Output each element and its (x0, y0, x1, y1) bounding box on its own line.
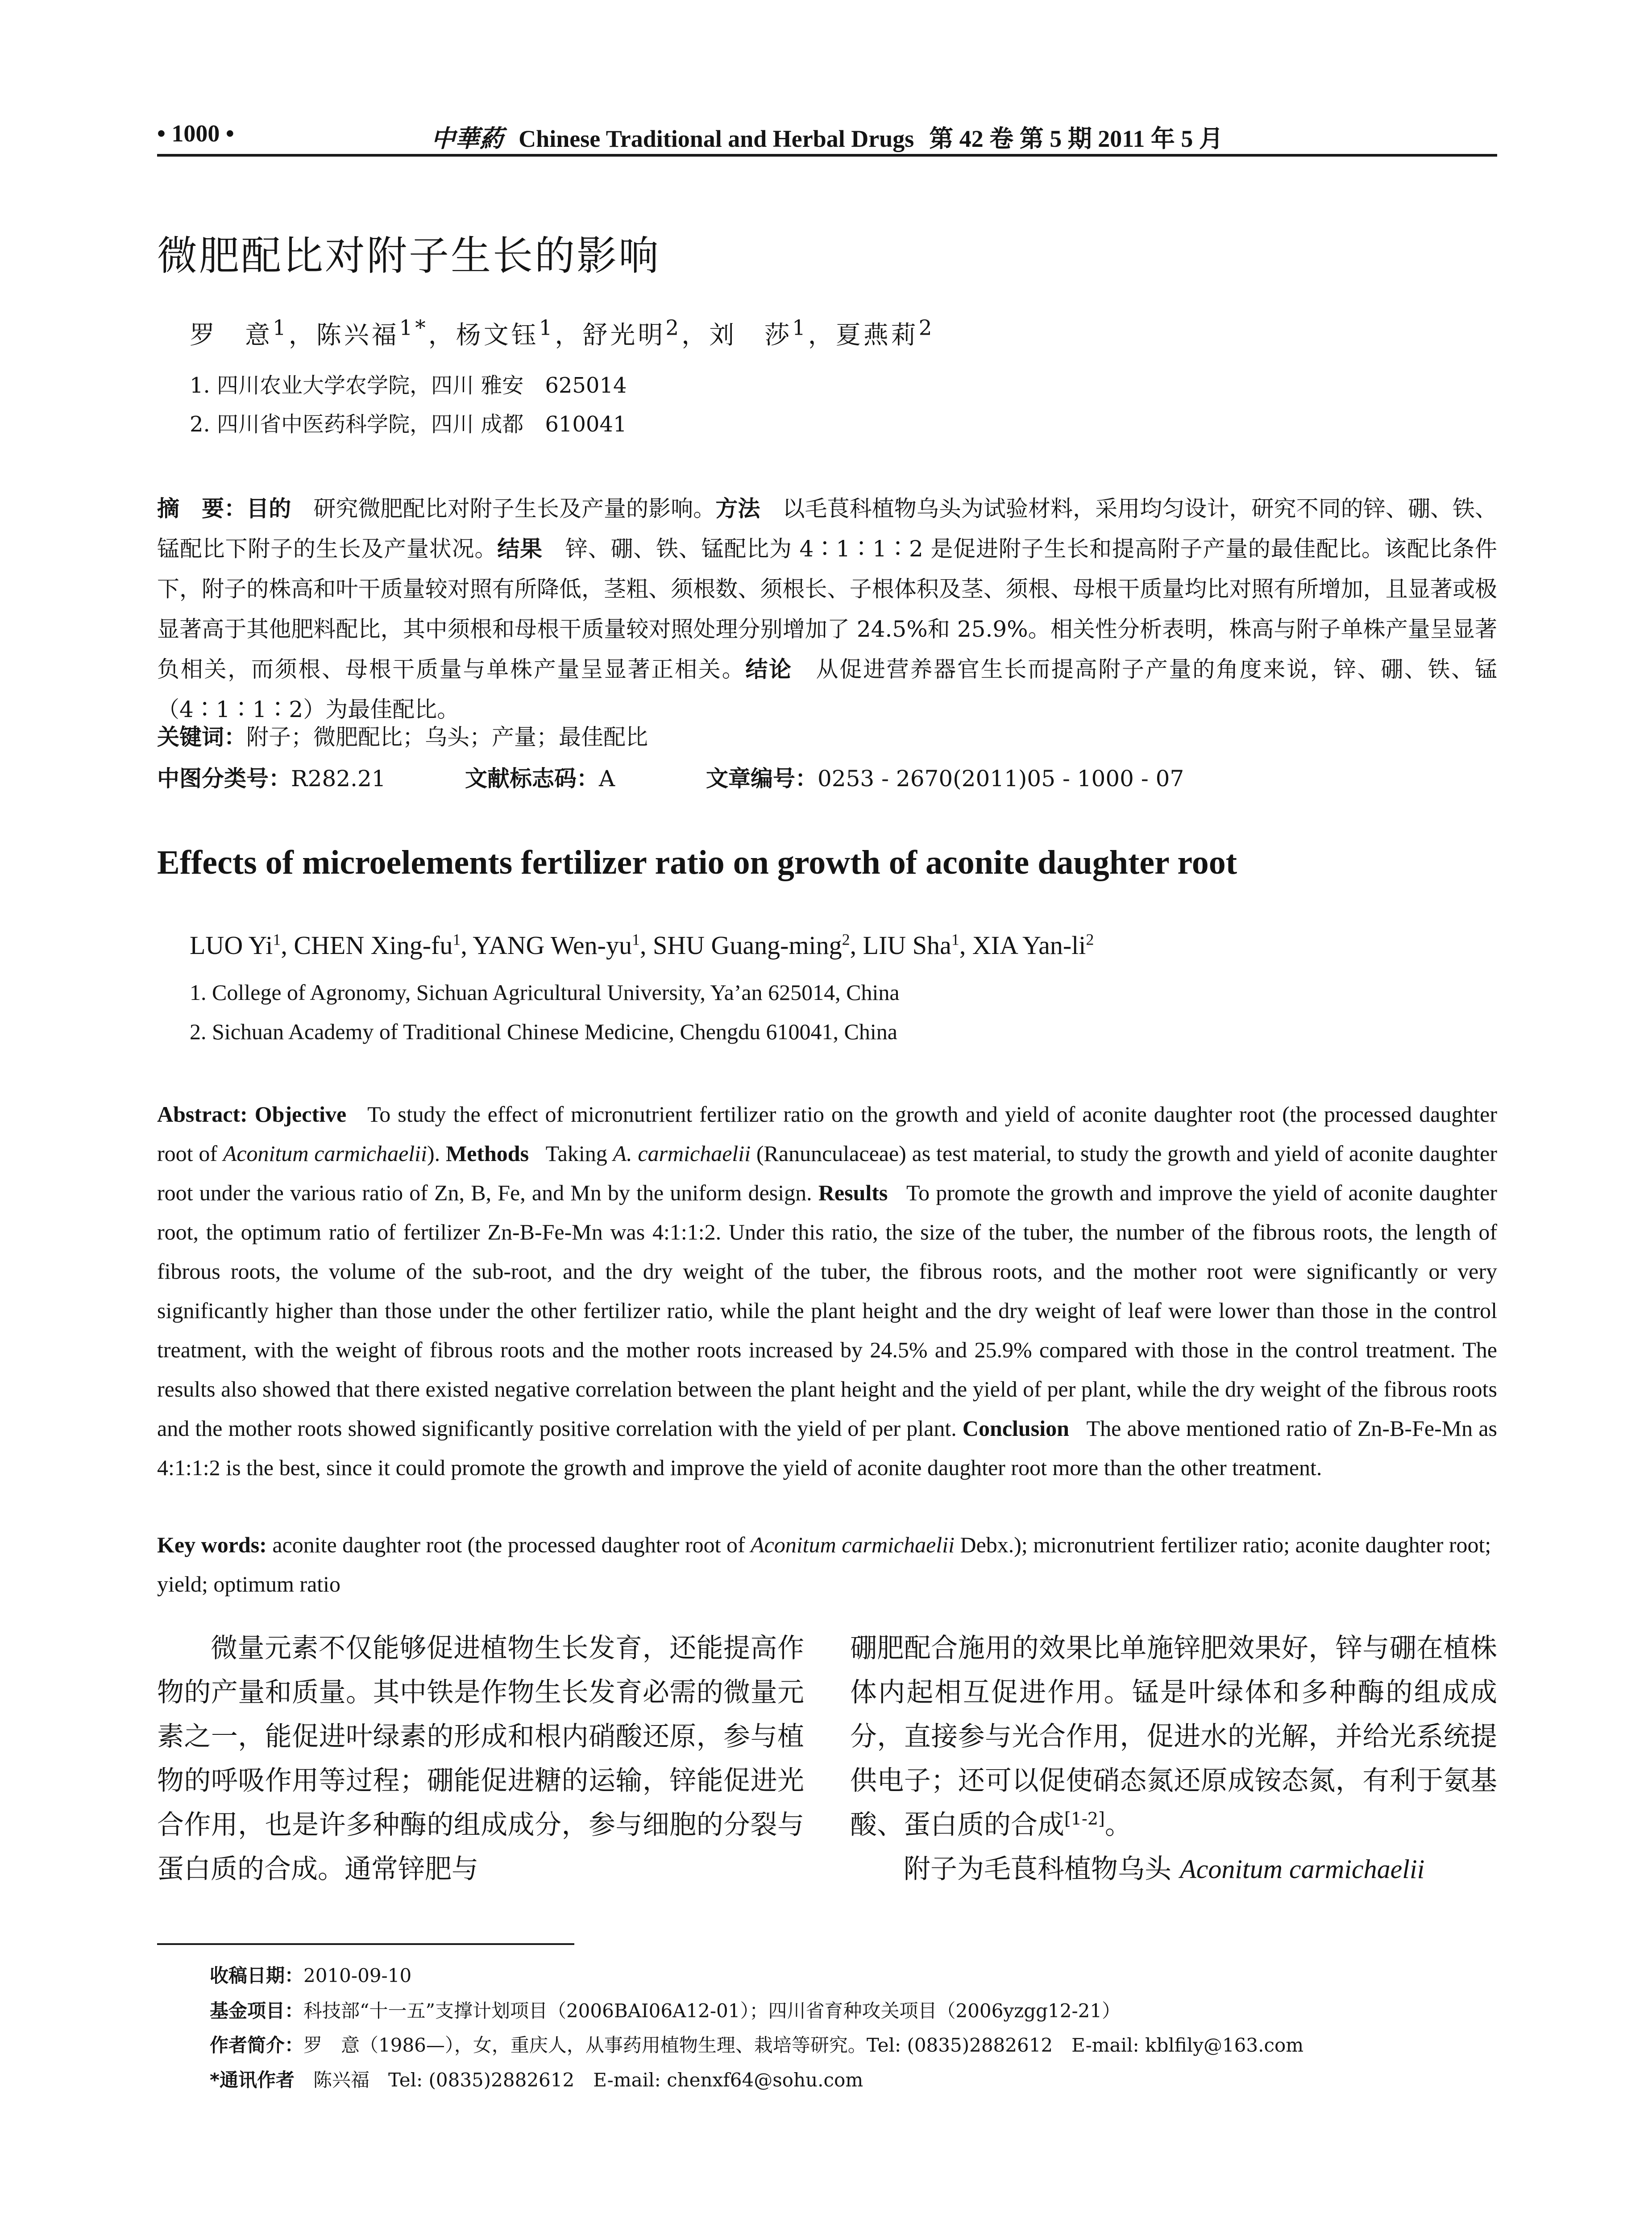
body-right-para-2: 附子为毛茛科植物乌头 (904, 1854, 1180, 1885)
conclusion-en-text: The above mentioned ratio of Zn-B-Fe-Mn as 4:1:1:2 is the best, since it could promote the growth and improve the yield of aconite daughter root more than the other treatment. (157, 1416, 1498, 1480)
body-right-para-1: 硼肥配合施用的效果比单施锌肥效果好，锌与硼在植株体内起相互促进作用。锰是叶绿体和多种酶的组成成分，直接参与光合作用，促进水的光解，并给光系统提供电子；还可以促使硝态氮还原成铵态氮，有利于氨基酸、蛋白质的合成 (850, 1633, 1497, 1841)
para-end: 。 (1104, 1809, 1132, 1841)
page-number: • 1000 • (157, 120, 234, 147)
footnote-text: 2010-09-10 (303, 1965, 412, 1986)
results-en-text: To promote the growth and improve the yield of aconite daughter root, the optimum ratio of fertilizer Zn-B-Fe-Mn was 4:1:1:2. Under this ratio, the size of the tuber, the number of the fibrous roots, the length of fibrous roots, the volume of the sub-root, and the dry weight of the tuber, the fibrous roots, and the mother root were significantly or very significantly higher than those under the other fertilizer ratio, while the plant height and the dry weight of leaf were lower than those in the control treatment, with the weight of fibrous roots and the mother roots increased by 24.5% and 25.9% compared with those in the control treatment. The results also showed that there existed negative correlation between the plant height and the yield of per plant, while the dry weight of the fibrous roots and the mother roots showed significantly positive correlation with the yield of per plant. (157, 1180, 1497, 1441)
methods-text: 以毛茛科植物乌头为试验材料，采用均匀设计，研究不同的锌、硼、铁、锰配比下附子的生长及产量状况。 (157, 496, 1498, 562)
conclusion-text: 从促进营养器官生长而提高附子产量的角度来说，锌、硼、铁、锰（4∶1∶1∶2）为最佳配比。 (157, 656, 1498, 722)
footnote-label: *通讯作者 (210, 2069, 295, 2091)
conclusion-en-label: Conclusion (962, 1416, 1069, 1441)
author-affil: 2 (1086, 930, 1094, 949)
abstract-label: 摘 要： (157, 496, 247, 522)
species-name: Aconitum carmichaelii (1180, 1854, 1425, 1884)
author: 刘 莎 (709, 321, 793, 350)
keywords-label: 关键词： (157, 724, 246, 750)
running-header (157, 120, 1497, 155)
abstract-en (157, 1095, 1497, 1487)
author-affil: 1 (273, 316, 289, 340)
footnote-received (210, 1961, 411, 1988)
clc-label: 中图分类号： (157, 766, 291, 792)
footnote-corresponding (210, 2065, 863, 2092)
author: LIU Sha (863, 931, 951, 960)
footnote-text: 陈兴福 Tel: (0835)2882612 E-mail: chenxf64@sohu.com (294, 2069, 863, 2091)
affiliation-cn-1: 1. 四川农业大学农学院，四川 雅安 625014 (190, 373, 627, 398)
footnote-text: 科技部“十一五”支撑计划项目（2006BAI06A12-01）；四川省育种攻关项目（2006yzgg12-21） (303, 2000, 1121, 2022)
author-affil: 1 (273, 930, 281, 949)
results-text: 锌、硼、铁、锰配比为 4∶1∶1∶2 是促进附子生长和提高附子产量的最佳配比。该配比条件下，附子的株高和叶干质量较对照有所降低，茎粗、须根数、须根长、子根体积及茎、须根、母根干质量均比对照有所增加，且显著或极显著高于其他肥料配比，其中须根和母根干质量较对照处理分别增加了 24.5%和 25.9%。相关性分析表明，株高与附子单株产量呈显著负相关，而须根、母根干质量与单株产量呈显著正相关。 (157, 536, 1498, 682)
authors-en: LUO Yi$^1$, CHEN Xing-$fu^1$, YANG Wen-$yu^1$, SHU Guang-ming$^2$, LIU Sha$^1$, XIA Yan-$li^2$ (190, 930, 1094, 960)
keywords-cn (157, 719, 648, 751)
species-name: Aconitum carmichaelii (751, 1532, 955, 1557)
author-affil: 1* (399, 316, 428, 340)
author-affil: 1 (539, 316, 555, 340)
objective-en-label: Objective (254, 1102, 347, 1127)
footnote-text: 罗 意（1986—），女，重庆人，从事药用植物生理、栽培等研究。Tel: (0835)2882612 E-mail: kblfily@163.com (303, 2034, 1304, 2056)
author-affil: 1 (452, 930, 461, 949)
author: YANG Wen-yu (473, 931, 632, 960)
author: LUO Yi (190, 931, 273, 960)
affiliation-en-1: 1. College of Agronomy, Sichuan Agricultural University, Ya’an 625014, China (190, 980, 900, 1005)
objective-en-text: To study the effect of micronutrient fertilizer ratio on the growth and yield of aconite daughter root (the processed daughter root of (157, 1102, 1497, 1166)
doc-code-label: 文献标志码： (465, 766, 599, 792)
author: XIA Yan-li (972, 931, 1086, 960)
abstract-en-label: Abstract: (157, 1102, 248, 1127)
author: 陈兴福 (316, 321, 399, 350)
footnote-label: 作者简介： (210, 2034, 304, 2056)
keywords-en-text: aconite daughter root (the processed daughter root of (272, 1532, 751, 1557)
author: SHU Guang-ming (652, 931, 842, 960)
journal-brand-cn: 中華葯 (431, 125, 504, 152)
objective-label: 目的 (246, 496, 291, 522)
author-affil: 1 (792, 316, 808, 340)
author: 夏燕莉 (835, 321, 919, 350)
article-title-en: Effects of microelements fertilizer ratio on growth of aconite daughter root (157, 844, 1237, 881)
author-affil: 1 (951, 930, 959, 949)
objective-en-end: ). (427, 1141, 440, 1166)
conclusion-label: 结论 (745, 656, 793, 682)
author: CHEN Xing-fu (294, 931, 453, 960)
methods-label: 方法 (715, 496, 760, 522)
footnote-label: 收稿日期： (210, 1965, 304, 1986)
species-name: Aconitum carmichaelii (223, 1141, 427, 1166)
article-title-cn: 微肥配比对附子生长的影响 (157, 232, 660, 279)
body-left-column: 微量元素不仅能够促进植物生长发育，还能提高作物的产量和质量。其中铁是作物生长发育必需的微量元素之一，能促进叶绿素的形成和根内硝酸还原，参与植物的呼吸作用等过程；硼能促进糖的运输，锌能促进光合作用，也是许多种酶的组成成分，参与细胞的分裂与蛋白质的合成。通常锌肥与 (157, 1633, 804, 1885)
footnote-author-bio (210, 2031, 1303, 2057)
species-name: A. carmichaelii (613, 1141, 751, 1166)
methods-en-label: Methods (445, 1141, 529, 1166)
doc-code-value: A (599, 766, 615, 792)
body-right-column (850, 1626, 1497, 1891)
journal-issue: 第 42 卷 第 5 期 2011 年 5 月 (929, 125, 1223, 152)
keywords-en (157, 1525, 1497, 1604)
affiliation-cn-2: 2. 四川省中医药科学院，四川 成都 610041 (190, 412, 627, 437)
methods-en-rest: (Ranunculaceae) as test material, to study the growth and yield of aconite daughter root under the various ratio of Zn, B, Fe, and Mn by the uniform design. (157, 1141, 1497, 1205)
header-rule (157, 154, 1497, 157)
affiliation-en-2: 2. Sichuan Academy of Traditional Chinese Medicine, Chengdu 610041, China (190, 1019, 897, 1044)
footnote-label: 基金项目： (210, 2000, 304, 2022)
keywords-en-rest: Debx.); micronutrient fertilizer ratio; aconite daughter root; yield; optimum ratio (157, 1532, 1491, 1597)
results-en-label: Results (818, 1180, 888, 1205)
abstract-cn (157, 489, 1497, 730)
citation-ref[interactable]: [1-2] (1064, 1809, 1105, 1829)
author-affil: 2 (918, 316, 935, 340)
footnote-funding (210, 1996, 1121, 2023)
author-affil: 2 (665, 316, 682, 340)
objective-text: 研究微肥配比对附子生长及产量的影响。 (313, 496, 716, 522)
journal-name-en: Chinese Traditional and Herbal Drugs (519, 125, 914, 152)
keywords-text: 附子；微肥配比；乌头；产量；最佳配比 (246, 724, 648, 750)
results-label: 结果 (497, 536, 543, 562)
author-affil: 1 (631, 930, 640, 949)
author-affil: 2 (842, 930, 850, 949)
journal-title (157, 120, 1497, 154)
author: 杨文钰 (456, 321, 539, 350)
author: 舒光明 (582, 321, 666, 350)
footnote-rule (157, 1943, 574, 1945)
article-id-value: 0253 - 2670(2011)05 - 1000 - 07 (818, 766, 1184, 792)
authors-cn: 罗 意$^1$，陈兴福$^{1*}$，杨文钰$^1$，舒光明$^2$，刘 莎$^1$，夏燕莉$^2$ (190, 316, 935, 350)
article-id-label: 文章编号： (706, 766, 818, 792)
keywords-en-label: Key words: (157, 1532, 267, 1557)
clc-value: R282.21 (291, 766, 386, 792)
methods-en-text: Taking (545, 1141, 613, 1166)
author: 罗 意 (190, 321, 273, 350)
classification-cn (157, 761, 1497, 793)
